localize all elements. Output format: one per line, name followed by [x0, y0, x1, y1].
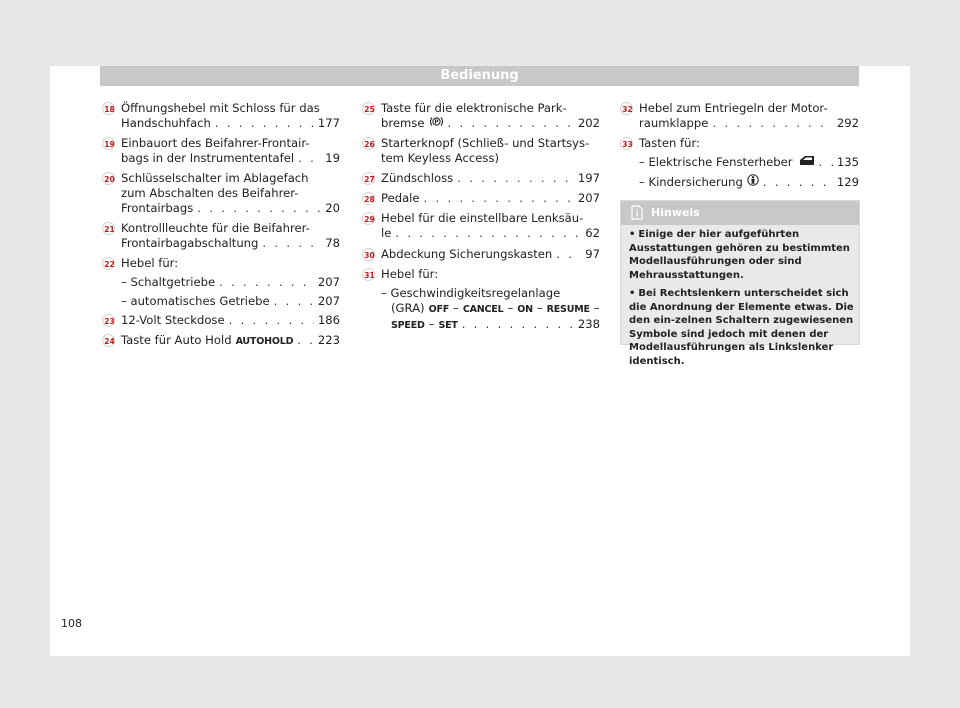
item-number-badge: 23 [102, 314, 115, 327]
page-ref[interactable]: 97 [585, 247, 600, 261]
svg-text:P: P [434, 119, 439, 126]
item-number-badge: 18 [102, 102, 115, 115]
item-number-badge: 29 [362, 212, 375, 225]
page-number: 108 [61, 617, 82, 630]
page-ref[interactable]: 129 [836, 175, 859, 189]
entry-22: 22 Hebel für: – Schaltgetriebe . . . 207 – automatisches Getriebe . . . 207 [121, 256, 340, 309]
entry-24: 24 Taste für Auto Hold AUTOHOLD . . . 223 [121, 333, 340, 349]
item-number-badge: 28 [362, 192, 375, 205]
page-ref[interactable]: 78 [325, 236, 340, 250]
item-number-badge: 19 [102, 137, 115, 150]
item-number-badge: 33 [620, 137, 633, 150]
note-item: • Einige der hier aufgeführten Ausstattungen gehören zu bestimmten Modellausführungen oder sind Mehrausstattungen. [629, 229, 850, 281]
page-ref[interactable]: 238 [577, 317, 600, 331]
item-number-badge: 20 [102, 172, 115, 185]
page-ref[interactable]: 20 [325, 201, 340, 215]
column-1 [104, 101, 340, 349]
entry-30: 30 Abdeckung Sicherungskasten . . . 97 [381, 247, 600, 262]
entry-28: 28 Pedale . . . 207 [381, 191, 600, 206]
entry-25: 25 Taste für die elektronische Park- bremse P . . . 202 [381, 101, 600, 133]
gra-line-1: (GRA) OFF – CANCEL – ON – RESUME – [391, 301, 600, 315]
item-number-badge: 21 [102, 222, 115, 235]
entry-29: 29 Hebel für die einstellbare Lenksäu- le . . . 62 [381, 211, 600, 243]
resume-symbol: RESUME [546, 304, 590, 315]
window-icon [799, 155, 815, 170]
entry-18: 18 Öffnungshebel mit Schloss für das Handschuhfach . . . 177 [121, 101, 340, 133]
entry-27: 27 Zündschloss . . . 197 [381, 171, 600, 186]
child-lock-icon [747, 174, 759, 190]
item-number-badge: 30 [362, 248, 375, 261]
entry-26: 26 Starterknopf (Schließ- und Startsys- tem Keyless Access) [381, 136, 600, 168]
info-icon [631, 205, 643, 224]
item-number-badge: 26 [362, 137, 375, 150]
column-3 [622, 101, 859, 190]
parking-brake-icon [430, 116, 443, 131]
page-ref[interactable]: 62 [585, 226, 600, 240]
entry-20: 20 Schlüsselschalter im Ablagefach zum Abschalten des Beifahrer- Frontairbags . . . 20 [121, 171, 340, 218]
entry-21: 21 Kontrollleuchte für die Beifahrer- Frontairbagabschaltung . . . 78 [121, 221, 340, 253]
page-ref[interactable]: 202 [577, 116, 600, 130]
page-ref[interactable]: 186 [317, 313, 340, 327]
entry-23: 23 12-Volt Steckdose . . . 186 [121, 313, 340, 328]
cancel-symbol: CANCEL [462, 304, 504, 315]
autohold-symbol: AUTOHOLD [235, 336, 294, 347]
speed-symbol: SPEED [391, 320, 425, 331]
column-2 [364, 101, 600, 333]
item-number-badge: 22 [102, 257, 115, 270]
off-symbol: OFF [428, 304, 450, 315]
on-symbol: ON [517, 304, 533, 315]
page-ref[interactable]: 19 [325, 151, 340, 165]
item-number-badge: 24 [102, 334, 115, 347]
page-ref[interactable]: 177 [317, 116, 340, 130]
item-number-badge: 32 [620, 102, 633, 115]
set-symbol: SET [438, 320, 458, 331]
entry-19: 19 Einbauort des Beifahrer-Frontair- bags in der Instrumententafel . . . 19 [121, 136, 340, 168]
section-header: Bedienung [100, 66, 859, 86]
page-ref[interactable]: 207 [317, 275, 340, 289]
gra-line-2: SPEED – SET . . . 238 [381, 317, 600, 333]
note-title: Hinweis [651, 206, 700, 219]
item-number-badge: 31 [362, 268, 375, 281]
page-ref[interactable]: 207 [577, 191, 600, 205]
page-ref[interactable]: 207 [317, 294, 340, 308]
item-number-badge: 27 [362, 172, 375, 185]
page-ref[interactable]: 223 [317, 333, 340, 347]
note-list [629, 228, 855, 373]
entry-33: 33 Tasten für: – Elektrische Fensterheber . . . 135 – Kindersicherung . . . 129 [639, 136, 859, 190]
item-number-badge: 25 [362, 102, 375, 115]
entry-31: 31 Hebel für: – Geschwindigkeitsregelanlage (GRA) OFF – CANCEL – ON – RESUME – SPEED – SET . . . 238 [381, 267, 600, 333]
page-ref[interactable]: 197 [577, 171, 600, 185]
entry-32: 32 Hebel zum Entriegeln der Motor- raumklappe . . . 292 [639, 101, 859, 133]
page-ref[interactable]: 292 [836, 116, 859, 130]
note-box [620, 200, 860, 367]
page-ref[interactable]: 135 [836, 155, 859, 169]
note-item: • Bei Rechtslenkern unterscheidet sich die Anordnung der Elemente etwas. Die den ein-zelnen Schaltern zugewiesenen Symbole sind jedoch mit denen der Modellausführungen als Linkslenker identisch. [629, 288, 854, 367]
